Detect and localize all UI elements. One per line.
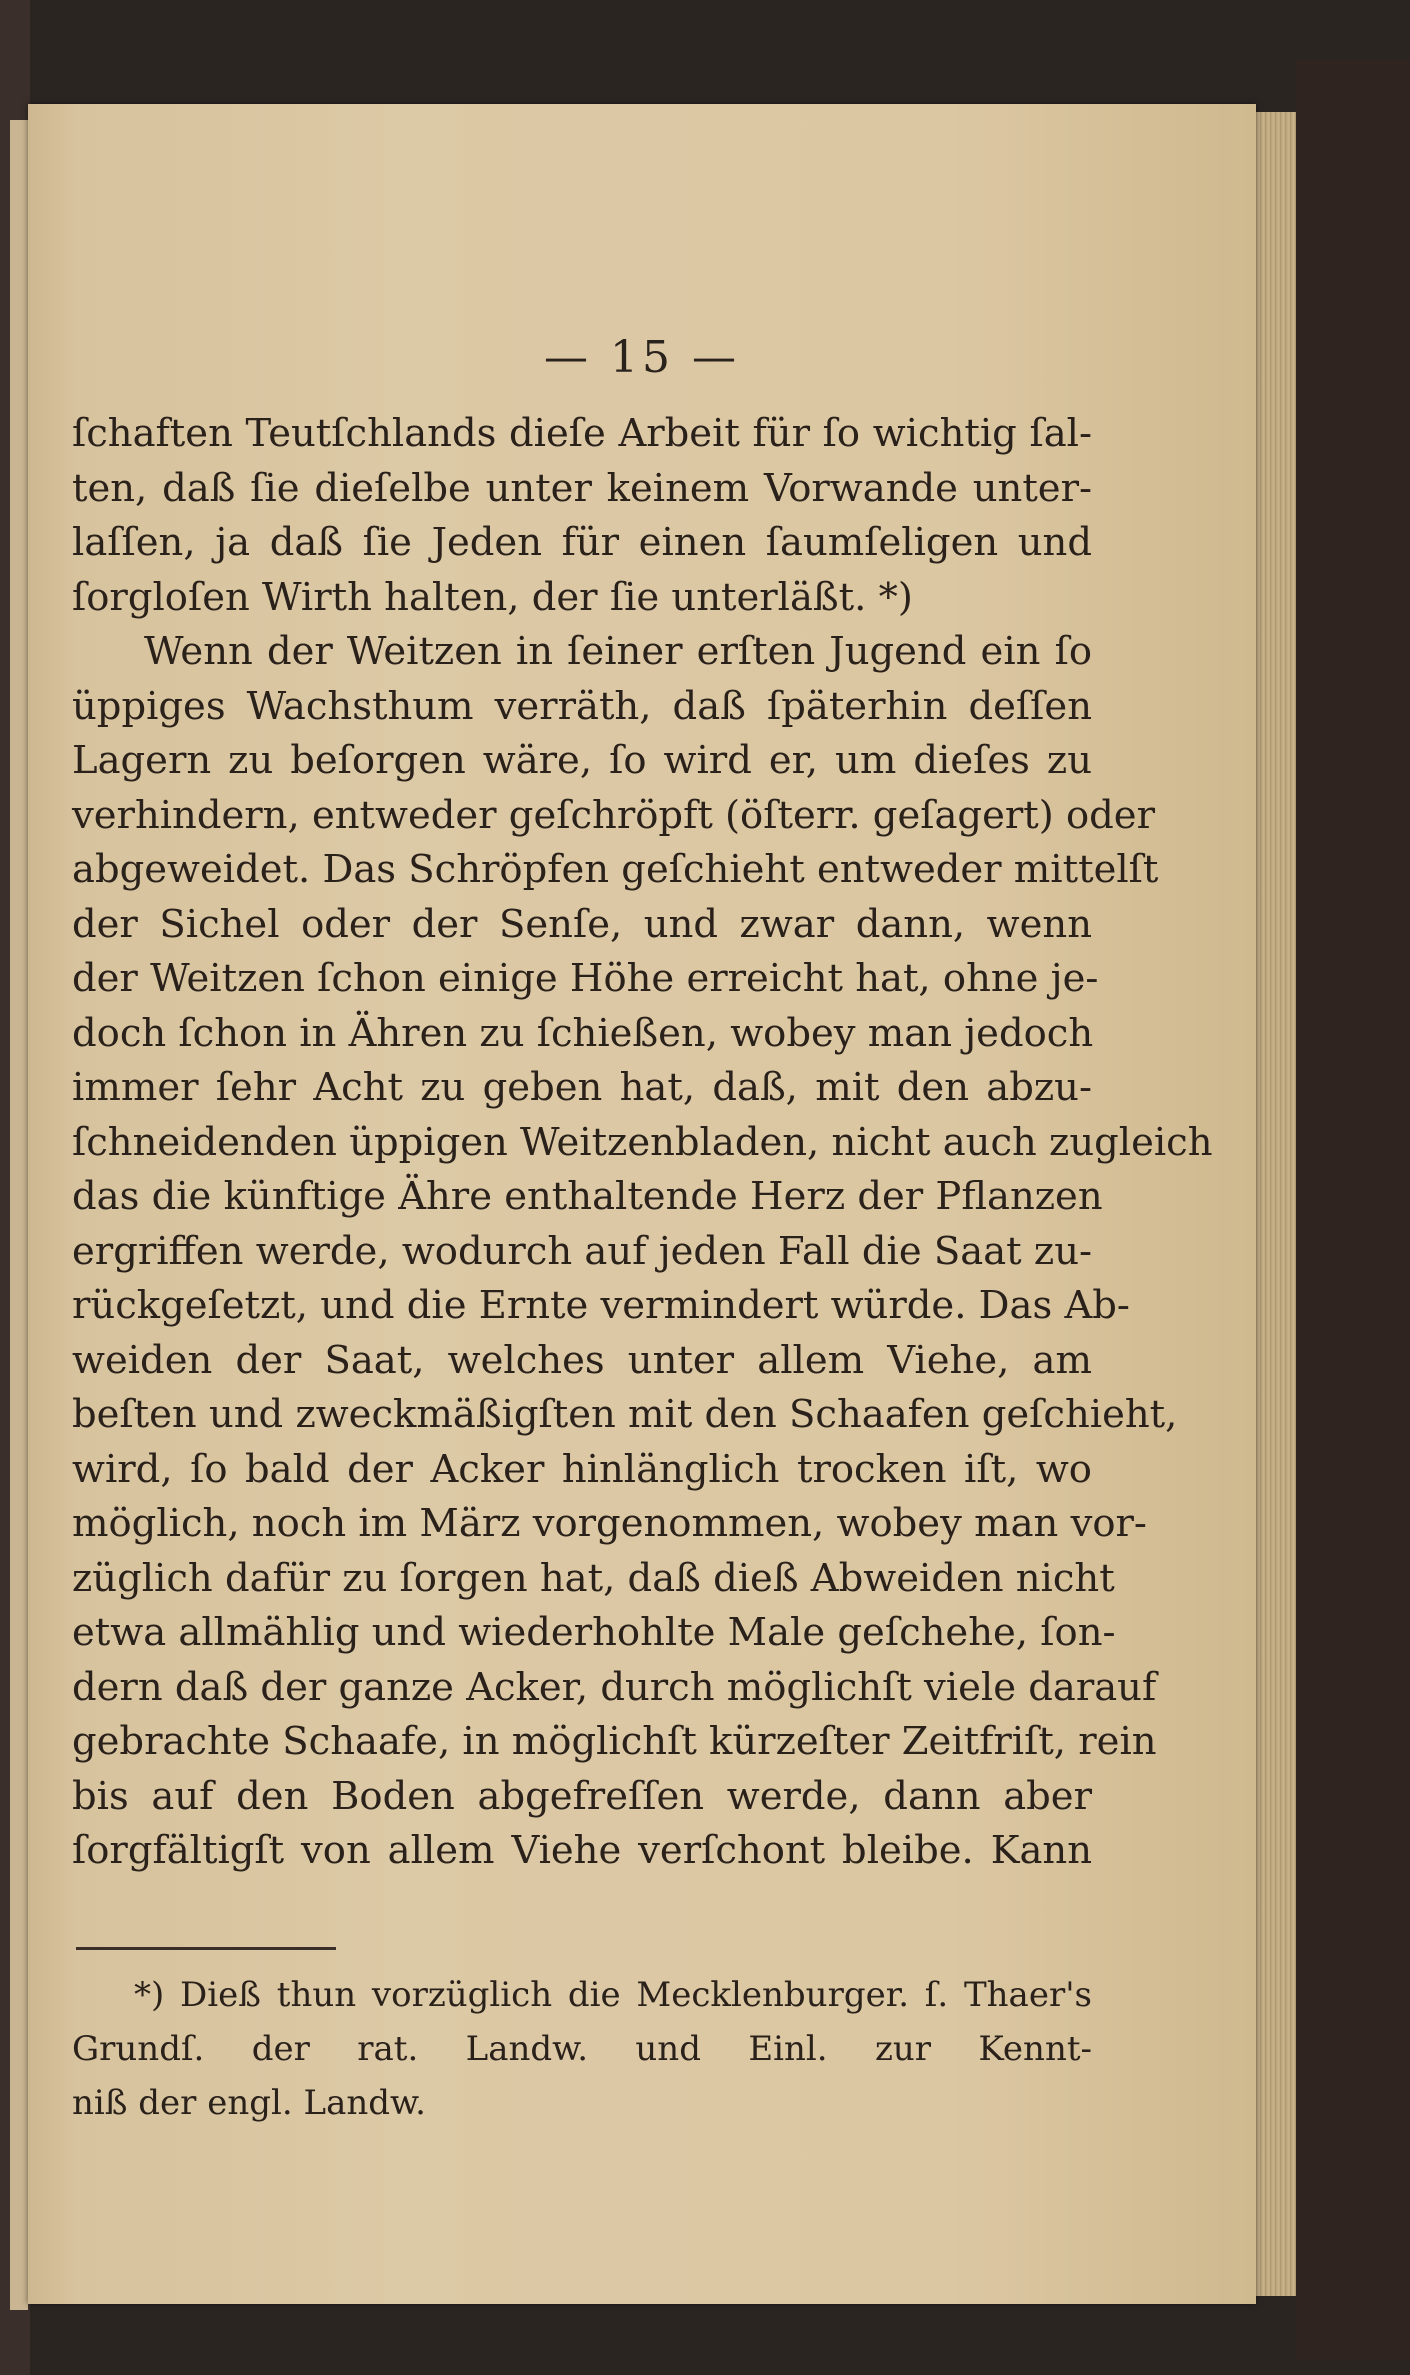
footnote-line: Grundſ. der rat. Landw. und Einl. zur Kennt-: [72, 2029, 1092, 2069]
footnote-line: niß der engl. Landw.: [72, 2083, 426, 2123]
book-cover-right: [1296, 60, 1410, 2360]
text-line: gebrachte Schaafe, in möglichſt kürzeſter Zeitfriſt, rein: [72, 1719, 1157, 1764]
footnote-line: *) Dieß thun vorzüglich die Mecklenburger. ſ. Thaer's: [134, 1975, 1092, 2015]
text-line: ſchaften Teutſchlands dieſe Arbeit für ſo wichtig ſal-: [72, 411, 1092, 456]
text-line: abgeweidet. Das Schröpfen geſchieht entweder mittelſt: [72, 847, 1159, 892]
text-line: möglich, noch im März vorgenommen, wobey man vor-: [72, 1501, 1147, 1546]
footnote: [72, 1968, 1092, 2130]
text-line: ergriffen werde, wodurch auf jeden Fall die Saat zu-: [72, 1228, 1092, 1274]
text-line: wird, ſo bald der Acker hinlänglich trocken iſt, wo: [72, 1446, 1092, 1492]
text-line: ten, daß ſie dieſelbe unter keinem Vorwande unter-: [72, 465, 1092, 511]
text-line: weiden der Saat, welches unter allem Viehe, am: [72, 1337, 1092, 1383]
text-line: bis auf den Boden abgefreſſen werde, dann aber: [72, 1773, 1092, 1819]
text-line: züglich dafür zu ſorgen hat, daß dieß Abweiden nicht: [72, 1555, 1115, 1601]
text-line: dern daß der ganze Acker, durch möglichſt viele darauf: [72, 1664, 1157, 1710]
text-line: doch ſchon in Ähren zu ſchießen, wobey man jedoch: [72, 1010, 1094, 1056]
text-line: üppiges Wachsthum verräth, daß ſpäterhin deſſen: [72, 683, 1092, 729]
text-line: ſorgfältigſt von allem Viehe verſchont bleibe. Kann: [72, 1828, 1092, 1873]
text-line: ſorgloſen Wirth halten, der ſie unterläßt. *): [72, 574, 913, 620]
text-line: laſſen, ja daß ſie Jeden für einen ſaumſeligen und: [72, 520, 1092, 565]
previous-page-edge: [10, 120, 28, 2310]
footnote-divider: [76, 1947, 336, 1950]
text-line: der Weitzen ſchon einige Höhe erreicht hat, ohne je-: [72, 956, 1099, 1001]
body-text: [72, 407, 1213, 1879]
text-line: beſten und zweckmäßigſten mit den Schaafen geſchieht,: [72, 1392, 1178, 1437]
text-line: ſchneidenden üppigen Weitzenbladen, nicht auch zugleich: [72, 1119, 1213, 1165]
text-line: immer ſehr Acht zu geben hat, daß, mit den abzu-: [72, 1065, 1092, 1110]
text-line: Lagern zu beſorgen wäre, ſo wird er, um dieſes zu: [72, 738, 1092, 783]
page-stack-edge: [1256, 112, 1296, 2296]
text-line: rückgeſetzt, und die Ernte vermindert würde. Das Ab-: [72, 1283, 1130, 1328]
page-number-header: — 15 —: [544, 332, 740, 383]
book-page: [28, 104, 1256, 2304]
text-line: der Sichel oder der Senſe, und zwar dann, wenn: [72, 901, 1092, 947]
text-line: etwa allmählig und wiederhohlte Male geſchehe, ſon-: [72, 1610, 1116, 1655]
text-line: das die künftige Ähre enthaltende Herz der Pflanzen: [72, 1174, 1103, 1219]
text-line: verhindern, entweder geſchröpft (öſterr. geſagert) oder: [72, 792, 1156, 838]
text-line: Wenn der Weitzen in ſeiner erſten Jugend ein ſo: [144, 629, 1092, 674]
